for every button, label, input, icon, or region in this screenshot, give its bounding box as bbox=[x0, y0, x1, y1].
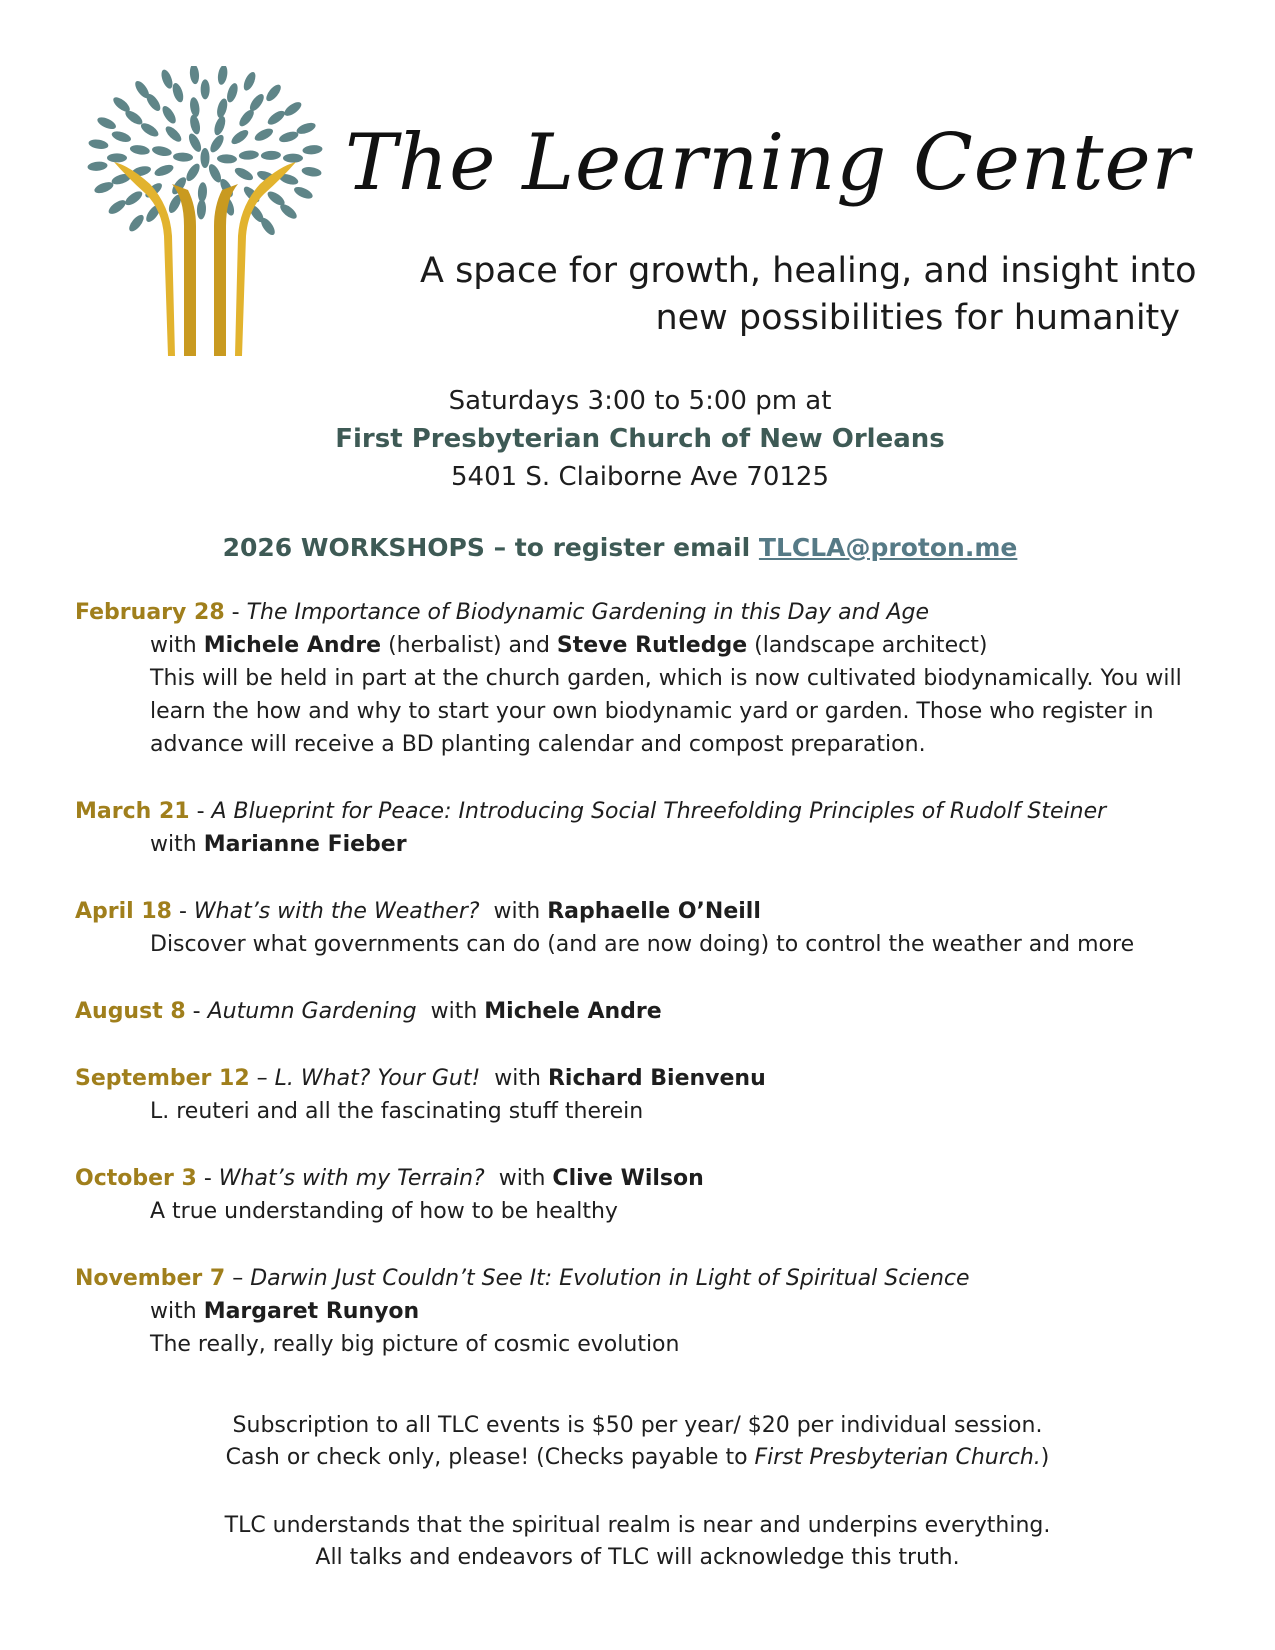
leaf-shape bbox=[233, 165, 255, 182]
event-separator: – bbox=[225, 1266, 251, 1291]
payment-post: ) bbox=[1040, 1445, 1050, 1470]
leaf-shape bbox=[173, 152, 193, 162]
venue-church: First Presbyterian Church of New Orleans bbox=[335, 424, 945, 454]
leaf-shape bbox=[278, 130, 300, 145]
leaf-shape bbox=[107, 153, 127, 162]
leaf-shape bbox=[283, 154, 303, 163]
leaf-shape bbox=[129, 144, 150, 156]
workshops-heading-text: 2026 WORKSHOPS – to register email bbox=[222, 533, 751, 562]
leaf-shape bbox=[127, 213, 147, 234]
leaf-shape bbox=[225, 82, 240, 104]
leaf-shape bbox=[292, 185, 314, 201]
event-title: Darwin Just Couldn’t See It: Evolution in Light of Spiritual Science bbox=[250, 1266, 970, 1291]
event-description: Discover what governments can do (and are now doing) to control the weather and more bbox=[150, 932, 1135, 957]
event-separator: - bbox=[196, 1166, 219, 1191]
workshops-heading bbox=[180, 533, 1060, 562]
tagline-line-2: new possibilities for humanity bbox=[655, 298, 1180, 338]
leaf-shape bbox=[159, 68, 174, 90]
leaf-shape bbox=[253, 126, 275, 143]
leaf-shape bbox=[196, 199, 206, 219]
event-separator: - bbox=[171, 899, 194, 924]
leaf-shape bbox=[171, 82, 186, 104]
leaf-shape bbox=[87, 161, 108, 172]
leaf-shape bbox=[264, 82, 284, 103]
leaf-shape bbox=[302, 144, 323, 155]
event-with: with bbox=[150, 1299, 197, 1324]
leaf-shape bbox=[238, 150, 259, 161]
event-item bbox=[75, 1262, 1215, 1361]
leaf-shape bbox=[160, 104, 178, 126]
event-item bbox=[75, 795, 1215, 861]
event-title: What’s with the Weather? bbox=[193, 899, 480, 924]
event-description: L. reuteri and all the fascinating stuff therein bbox=[150, 1099, 644, 1124]
leaf-shape bbox=[96, 115, 118, 131]
leaf-shape bbox=[88, 138, 109, 150]
event-description: learn the how and why to start your own biodynamic yard or garden. Those who register in bbox=[150, 699, 1154, 724]
event-title: A Blueprint for Peace: Introducing Social Threefolding Principles of Rudolf Steiner bbox=[211, 799, 1107, 824]
event-presenter: Margaret Runyon bbox=[203, 1299, 420, 1324]
event-separator: - bbox=[224, 600, 247, 625]
belief-statement bbox=[150, 1510, 1125, 1574]
leaf-shape bbox=[229, 127, 250, 146]
event-date: October 3 bbox=[75, 1166, 197, 1191]
event-with: with bbox=[150, 832, 197, 857]
leaf-shape bbox=[208, 133, 226, 155]
event-date: September 12 bbox=[75, 1066, 250, 1091]
leaf-shape bbox=[201, 148, 210, 168]
event-with: with bbox=[498, 1166, 546, 1191]
event-title: L. What? Your Gut! bbox=[274, 1066, 481, 1091]
leaf-shape bbox=[197, 182, 207, 202]
leaf-shape bbox=[139, 121, 161, 139]
event-title: Autumn Gardening bbox=[207, 999, 417, 1024]
venue-info bbox=[330, 382, 950, 496]
leaf-shape bbox=[201, 79, 210, 99]
leaf-shape bbox=[212, 115, 227, 137]
leaf-shape bbox=[217, 66, 229, 85]
leaf-shape bbox=[186, 132, 203, 154]
event-presenter: Marianne Fieber bbox=[203, 832, 407, 857]
leaf-shape bbox=[163, 124, 184, 144]
event-item bbox=[75, 596, 1215, 761]
belief-line-1: TLC understands that the spiritual realm is near and underpins everything. bbox=[224, 1513, 1051, 1538]
event-separator: - bbox=[189, 799, 212, 824]
leaf-shape bbox=[215, 97, 229, 119]
event-title: What’s with my Terrain? bbox=[218, 1166, 485, 1191]
event-item bbox=[75, 995, 1215, 1028]
leaf-shape bbox=[151, 145, 172, 158]
event-separator: - bbox=[185, 999, 208, 1024]
leaf-shape bbox=[189, 97, 201, 118]
event-with: with bbox=[493, 899, 541, 924]
event-description: A true understanding of how to be healthy bbox=[150, 1199, 618, 1224]
leaf-shape bbox=[189, 66, 200, 85]
event-item bbox=[75, 1162, 1215, 1228]
event-item bbox=[75, 1062, 1215, 1128]
payment-payee: First Presbyterian Church. bbox=[754, 1445, 1041, 1470]
event-with: with bbox=[150, 633, 197, 658]
leaf-shape bbox=[188, 114, 201, 136]
event-date: November 7 bbox=[75, 1266, 226, 1291]
event-presenter-role: (landscape architect) bbox=[754, 633, 988, 658]
event-presenter: Michele Andre bbox=[203, 633, 382, 658]
event-description: The really, really big picture of cosmic evolution bbox=[150, 1332, 680, 1357]
leaf-shape bbox=[241, 70, 257, 92]
leaf-shape bbox=[217, 154, 237, 164]
leaf-shape bbox=[282, 99, 304, 118]
event-list bbox=[75, 596, 1215, 1395]
page-title: The Learning Center bbox=[345, 118, 1190, 208]
event-date: March 21 bbox=[75, 799, 190, 824]
event-presenter: Clive Wilson bbox=[552, 1166, 704, 1191]
event-separator: – bbox=[249, 1066, 275, 1091]
event-description: This will be held in part at the church garden, which is now cultivated biodynamically. You will bbox=[150, 666, 1182, 691]
leaf-shape bbox=[93, 180, 115, 195]
tree-leaves bbox=[87, 66, 323, 237]
venue-address: 5401 S. Claiborne Ave 70125 bbox=[450, 462, 829, 492]
event-presenter: Steve Rutledge bbox=[556, 633, 748, 658]
event-title: The Importance of Biodynamic Gardening in this Day and Age bbox=[246, 600, 930, 625]
event-description: advance will receive a BD planting calendar and compost preparation. bbox=[150, 732, 926, 757]
leaf-shape bbox=[261, 150, 281, 160]
event-presenter: Michele Andre bbox=[484, 999, 662, 1024]
payment-pre: Cash or check only, please! (Checks payable to bbox=[225, 1445, 748, 1470]
event-date: February 28 bbox=[75, 600, 225, 625]
payment-text bbox=[150, 1442, 1125, 1474]
event-date: April 18 bbox=[75, 899, 172, 924]
pricing-note bbox=[150, 1410, 1125, 1474]
leaf-shape bbox=[106, 198, 128, 217]
register-email-link[interactable]: TLCLA@proton.me bbox=[758, 533, 1018, 562]
event-with: with bbox=[430, 999, 478, 1024]
leaf-shape bbox=[295, 121, 317, 136]
event-item bbox=[75, 895, 1215, 961]
subscription-text: Subscription to all TLC events is $50 per year/ $20 per individual session. bbox=[232, 1413, 1043, 1438]
leaf-shape bbox=[110, 129, 132, 144]
event-presenter-role: (herbalist) and bbox=[388, 633, 550, 658]
leaf-shape bbox=[266, 108, 287, 127]
tree-hands-logo bbox=[80, 66, 330, 356]
venue-time: Saturdays 3:00 to 5:00 pm at bbox=[448, 386, 832, 416]
tagline bbox=[420, 248, 1197, 342]
leaf-shape bbox=[153, 163, 175, 179]
leaf-shape bbox=[184, 162, 202, 184]
event-presenter: Richard Bienvenu bbox=[547, 1066, 766, 1091]
tagline-line-1: A space for growth, healing, and insight into bbox=[420, 251, 1197, 291]
event-with: with bbox=[494, 1066, 541, 1091]
event-presenter: Raphaelle O’Neill bbox=[547, 899, 761, 924]
event-date: August 8 bbox=[75, 999, 186, 1024]
leaf-shape bbox=[123, 189, 144, 208]
belief-line-2: All talks and endeavors of TLC will acknowledge this truth. bbox=[315, 1545, 960, 1570]
leaf-shape bbox=[301, 166, 322, 178]
